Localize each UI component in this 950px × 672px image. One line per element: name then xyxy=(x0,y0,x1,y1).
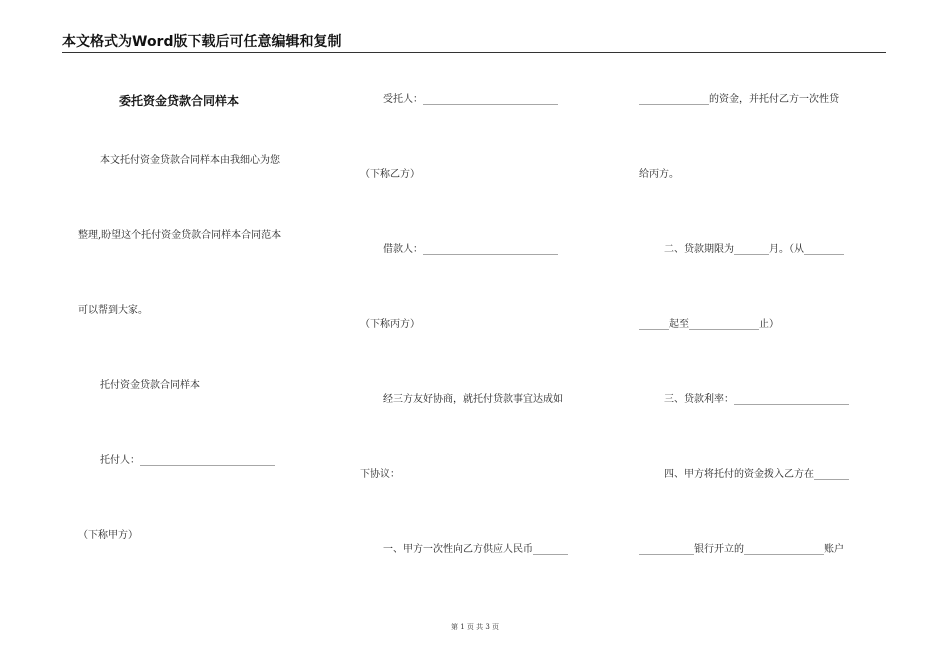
clause-1-line: 一、甲方一次性向乙方供应人民币_______ xyxy=(383,544,568,555)
borrower-line: 借款人：___________________________ xyxy=(383,244,558,255)
column-2 xyxy=(330,0,630,672)
clause-3-line: 三、贷款利率：_______________________ xyxy=(664,394,849,405)
trustee-line: 受托人：___________________________ xyxy=(383,94,558,105)
intro-line-2: 整理,盼望这个托付资金贷款合同样本合同范本 xyxy=(78,230,282,241)
party-b-note: （下称乙方） xyxy=(360,169,420,180)
clause-4-cont: ___________银行开立的________________账户 xyxy=(639,544,844,555)
clause-1-cont-1: ______________的资金，并托付乙方一次性贷 xyxy=(639,94,839,105)
agreement-line-1: 经三方友好协商，就托付贷款事宜达成如 xyxy=(383,394,563,405)
principal-line: 托付人：___________________________ xyxy=(100,455,275,466)
clause-2-line: 二、贷款期限为_______月。（从________ xyxy=(664,244,844,255)
clause-4-line: 四、甲方将托付的资金拨入乙方在_______ xyxy=(664,469,849,480)
agreement-line-2: 下协议： xyxy=(360,469,400,480)
column-3 xyxy=(630,0,950,672)
intro-line-1: 本文托付资金贷款合同样本由我细心为您 xyxy=(100,155,280,166)
party-c-note: （下称丙方） xyxy=(360,319,420,330)
clause-2-cont: ______起至______________止） xyxy=(639,319,779,330)
column-1 xyxy=(0,0,330,672)
party-a-note: （下称甲方） xyxy=(78,530,138,541)
page-footer: 第 1 页 共 3 页 xyxy=(450,623,500,631)
intro-line-3: 可以帮到大家。 xyxy=(78,305,148,316)
clause-1-cont-2: 给丙方。 xyxy=(639,169,679,180)
page-header: 本文格式为Word版下载后可任意编辑和复制 xyxy=(62,34,342,50)
contract-heading: 托付资金贷款合同样本 xyxy=(100,380,200,391)
document-title: 委托资金贷款合同样本 xyxy=(119,94,240,108)
